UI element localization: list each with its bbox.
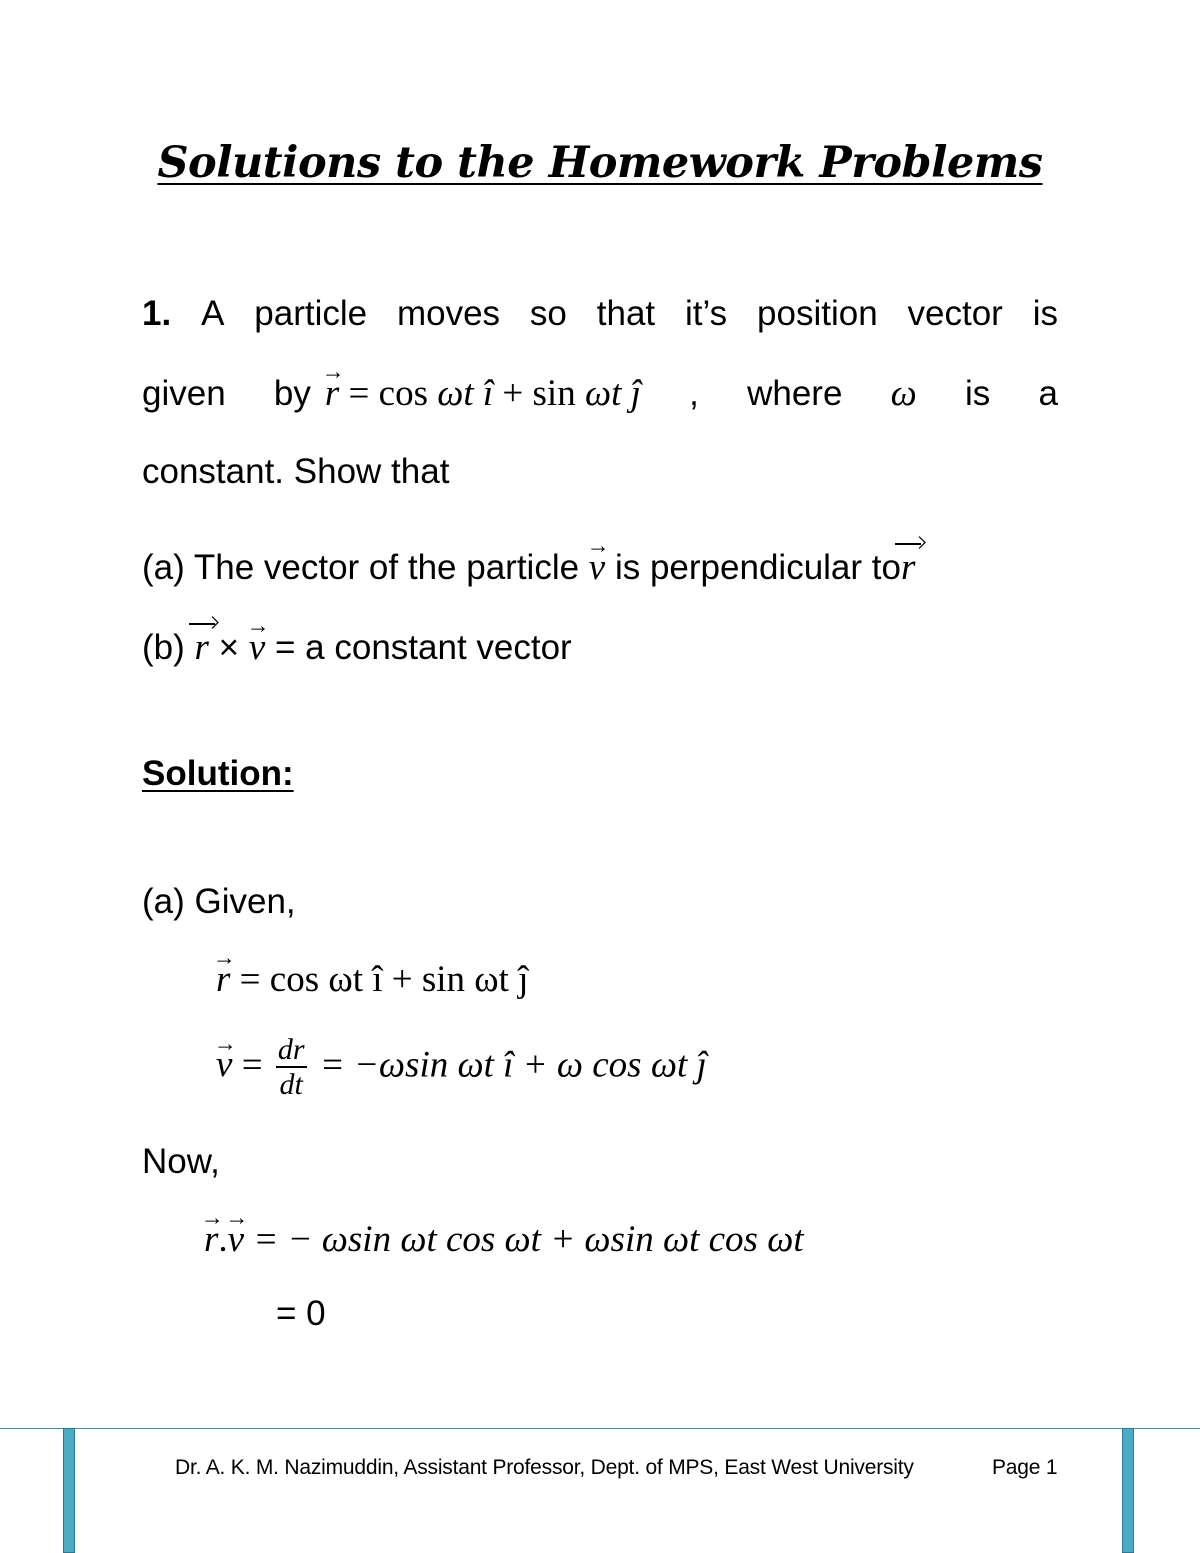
problem-line-1	[142, 294, 1058, 334]
footer-author: Dr. A. K. M. Nazimuddin, Assistant Professor, Dept. of MPS, East West University	[175, 1456, 914, 1479]
fraction-numerator: dr	[277, 1033, 305, 1066]
r-vector: → r	[204, 1218, 218, 1261]
word: where	[747, 374, 843, 413]
r-vector: → r	[216, 958, 230, 1001]
equation-rhs: = −ωsin ωt î + ω cos ωt ĵ	[319, 1044, 707, 1086]
footer-right-bar	[1122, 1428, 1134, 1553]
word: is	[1032, 294, 1058, 333]
given-label: (a) Given,	[142, 882, 296, 921]
word: A	[201, 294, 225, 333]
omega-t-j: ωt ĵ	[584, 373, 641, 414]
footer-left-bar	[63, 1428, 75, 1553]
word: particle	[254, 294, 368, 333]
word: that	[596, 294, 656, 333]
cross-sign: ×	[218, 628, 240, 667]
solution-heading: Solution:	[142, 754, 294, 793]
v-vector: → v	[249, 626, 265, 669]
omega-symbol: ω	[890, 373, 917, 414]
part-a-prefix: (a) The vector of the particle	[142, 548, 580, 587]
equation-position	[216, 958, 528, 1001]
word: a	[1038, 374, 1058, 413]
now-label: Now,	[142, 1142, 220, 1181]
equation-result: = 0	[276, 1294, 326, 1333]
equation-rhs: = cos ωt î + sin ωt ĵ	[239, 959, 529, 1000]
part-a-middle: is perpendicular to	[614, 548, 901, 587]
word: it’s	[685, 294, 728, 333]
word: by	[273, 374, 311, 413]
equals-sign: =	[348, 373, 370, 414]
footer-page-number: Page 1	[992, 1456, 1058, 1479]
fraction-denominator: dt	[279, 1067, 303, 1101]
word: moves	[396, 294, 501, 333]
part-a	[142, 546, 915, 589]
footer-divider	[0, 1428, 1200, 1429]
problem-number: 1.	[142, 294, 172, 333]
v-vector: → v	[589, 546, 605, 589]
problem-line-3: constant. Show that	[142, 452, 450, 491]
word: is	[964, 374, 991, 413]
part-b-suffix: = a constant vector	[275, 628, 572, 667]
r-vector: r	[194, 627, 209, 668]
omega-t-i: ωt î	[437, 373, 494, 414]
word: vector	[907, 294, 1003, 333]
v-vector: → v	[228, 1218, 244, 1261]
page-title: Solutions to the Homework Problems	[157, 138, 1043, 188]
comma: ,	[689, 374, 699, 413]
math-expression	[325, 372, 641, 415]
part-b-prefix: (b)	[142, 628, 185, 667]
word: so	[529, 294, 567, 333]
r-vector: r	[900, 547, 916, 588]
sin-text: sin	[532, 373, 576, 414]
problem-line-2	[142, 372, 1058, 415]
v-vector: → v	[216, 1043, 232, 1086]
equation-rhs: = − ωsin ωt cos ωt + ωsin ωt cos ωt	[253, 1219, 804, 1260]
equation-dot-product	[204, 1218, 804, 1261]
derivative-fraction	[276, 1034, 307, 1102]
cos-text: cos	[378, 373, 428, 414]
r-vector: → r	[325, 372, 339, 415]
dot-sign: .	[218, 1219, 228, 1260]
part-b	[142, 626, 572, 669]
equals-sign: =	[241, 1044, 263, 1086]
plus-sign: +	[502, 373, 524, 414]
position-equation	[274, 372, 641, 415]
word: given	[142, 374, 226, 413]
equation-velocity	[216, 1034, 707, 1102]
word: position	[757, 294, 878, 333]
